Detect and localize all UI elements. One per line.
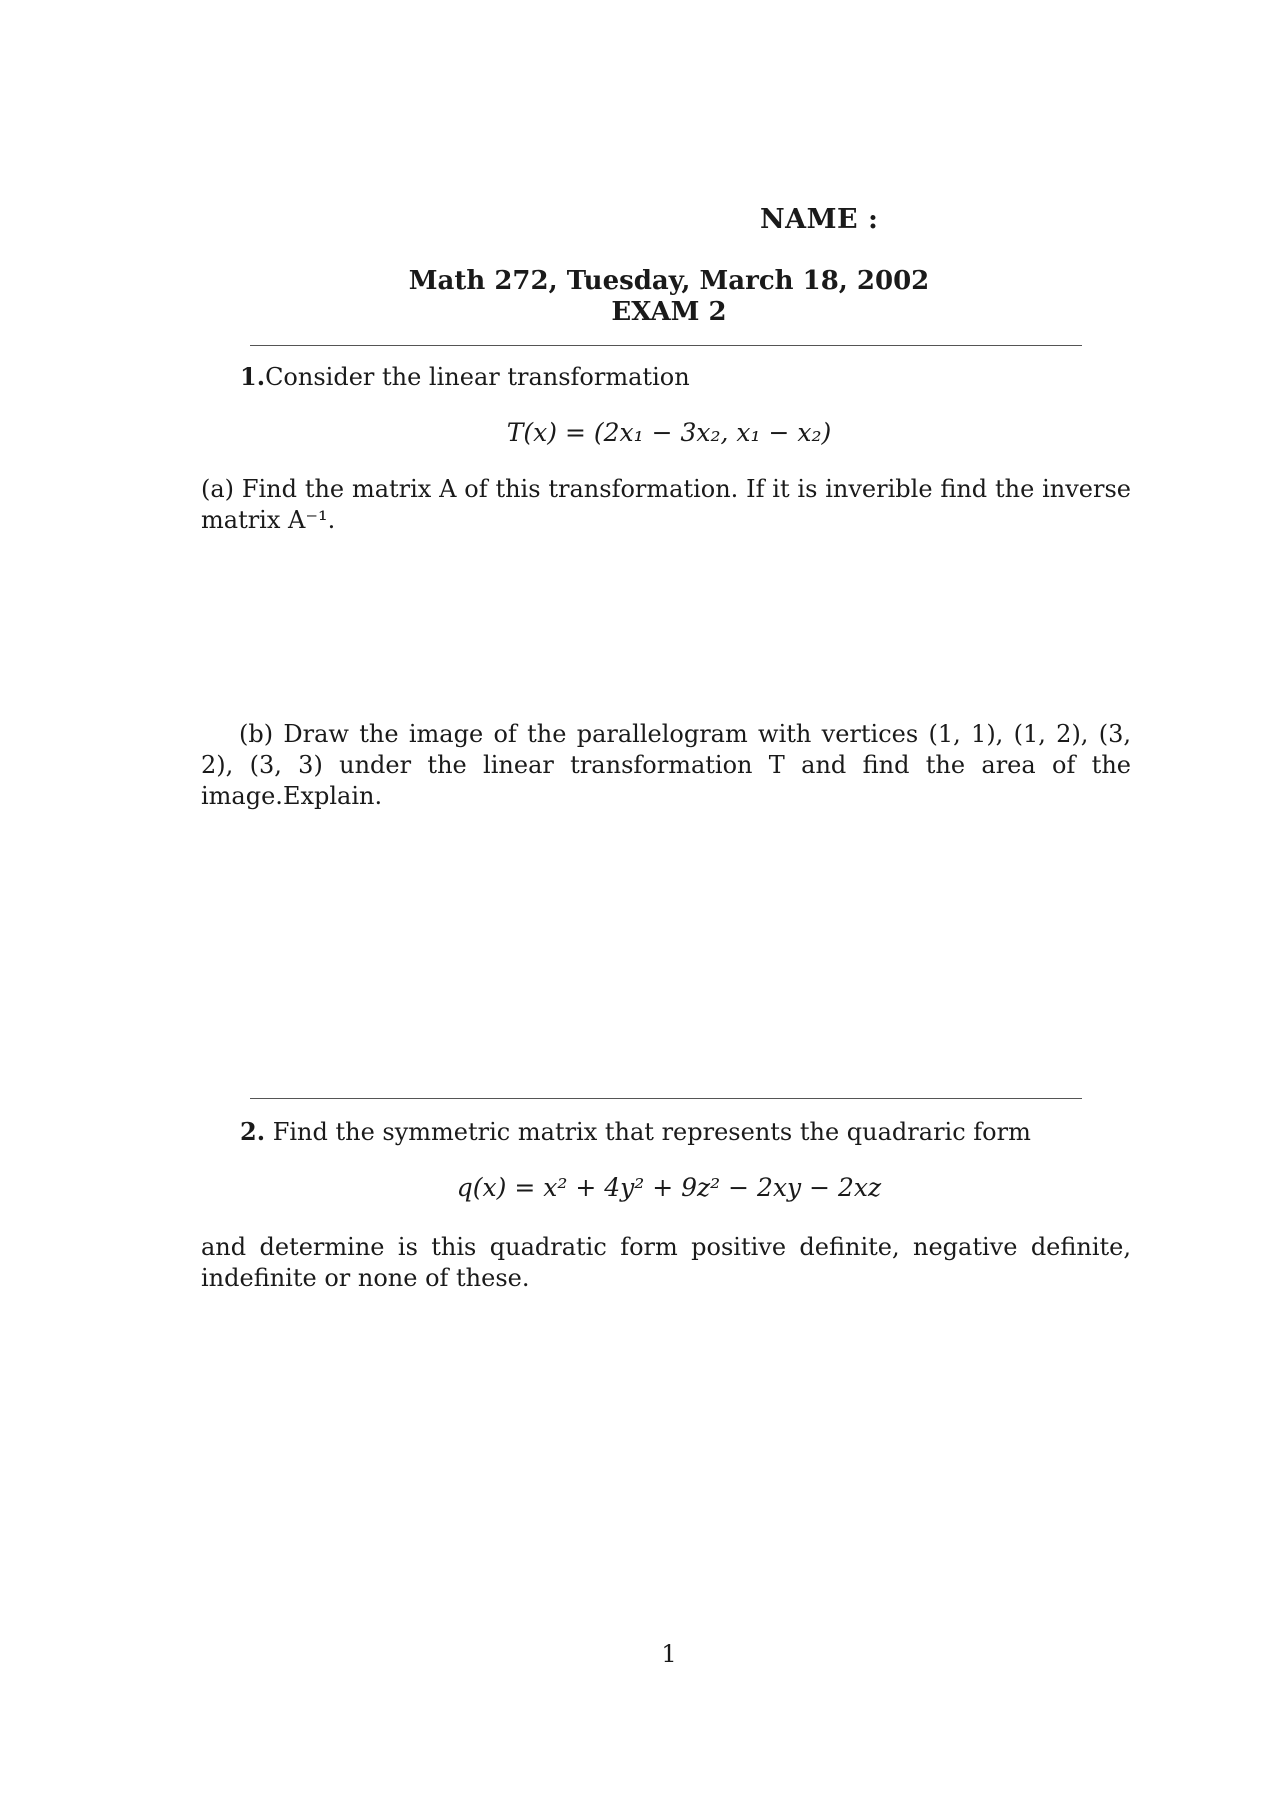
problem-2-number: 2. (240, 1117, 266, 1146)
problem-1-part-a: (a) Find the matrix A of this transformation. If it is inverible find the inverse matrix A⁻¹. (201, 475, 1131, 534)
problem-2-follow-up: and determine is this quadratic form positive definite, negative definite, indefinite or none of these. (201, 1233, 1131, 1292)
problem-1-part-b: (b) Draw the image of the parallelogram with vertices (1, 1), (1, 2), (3, 2), (3, 3) under the linear transformation T and find the area of the image.Explain. (201, 720, 1131, 810)
problem-2-intro-text: Find the symmetric matrix that represents the quadraric form (272, 1118, 1031, 1146)
middle-divider (250, 1098, 1082, 1099)
problem-2-equation: q(x) = x² + 4y² + 9z² − 2xy − 2xz (456, 1173, 882, 1202)
problem-1-equation: T(x) = (2x₁ − 3x₂, x₁ − x₂) (506, 418, 832, 447)
page-number: 1 (661, 1640, 677, 1668)
course-title: Math 272, Tuesday, March 18, 2002 (408, 266, 930, 296)
name-field-label: NAME : (760, 204, 879, 235)
top-divider (250, 345, 1082, 346)
exam-title: EXAM 2 (611, 297, 727, 327)
problem-1-number: 1. (240, 362, 266, 391)
problem-2-intro (240, 1117, 1031, 1146)
problem-1-intro (240, 362, 690, 391)
problem-1-intro-text: Consider the linear transformation (265, 363, 690, 391)
